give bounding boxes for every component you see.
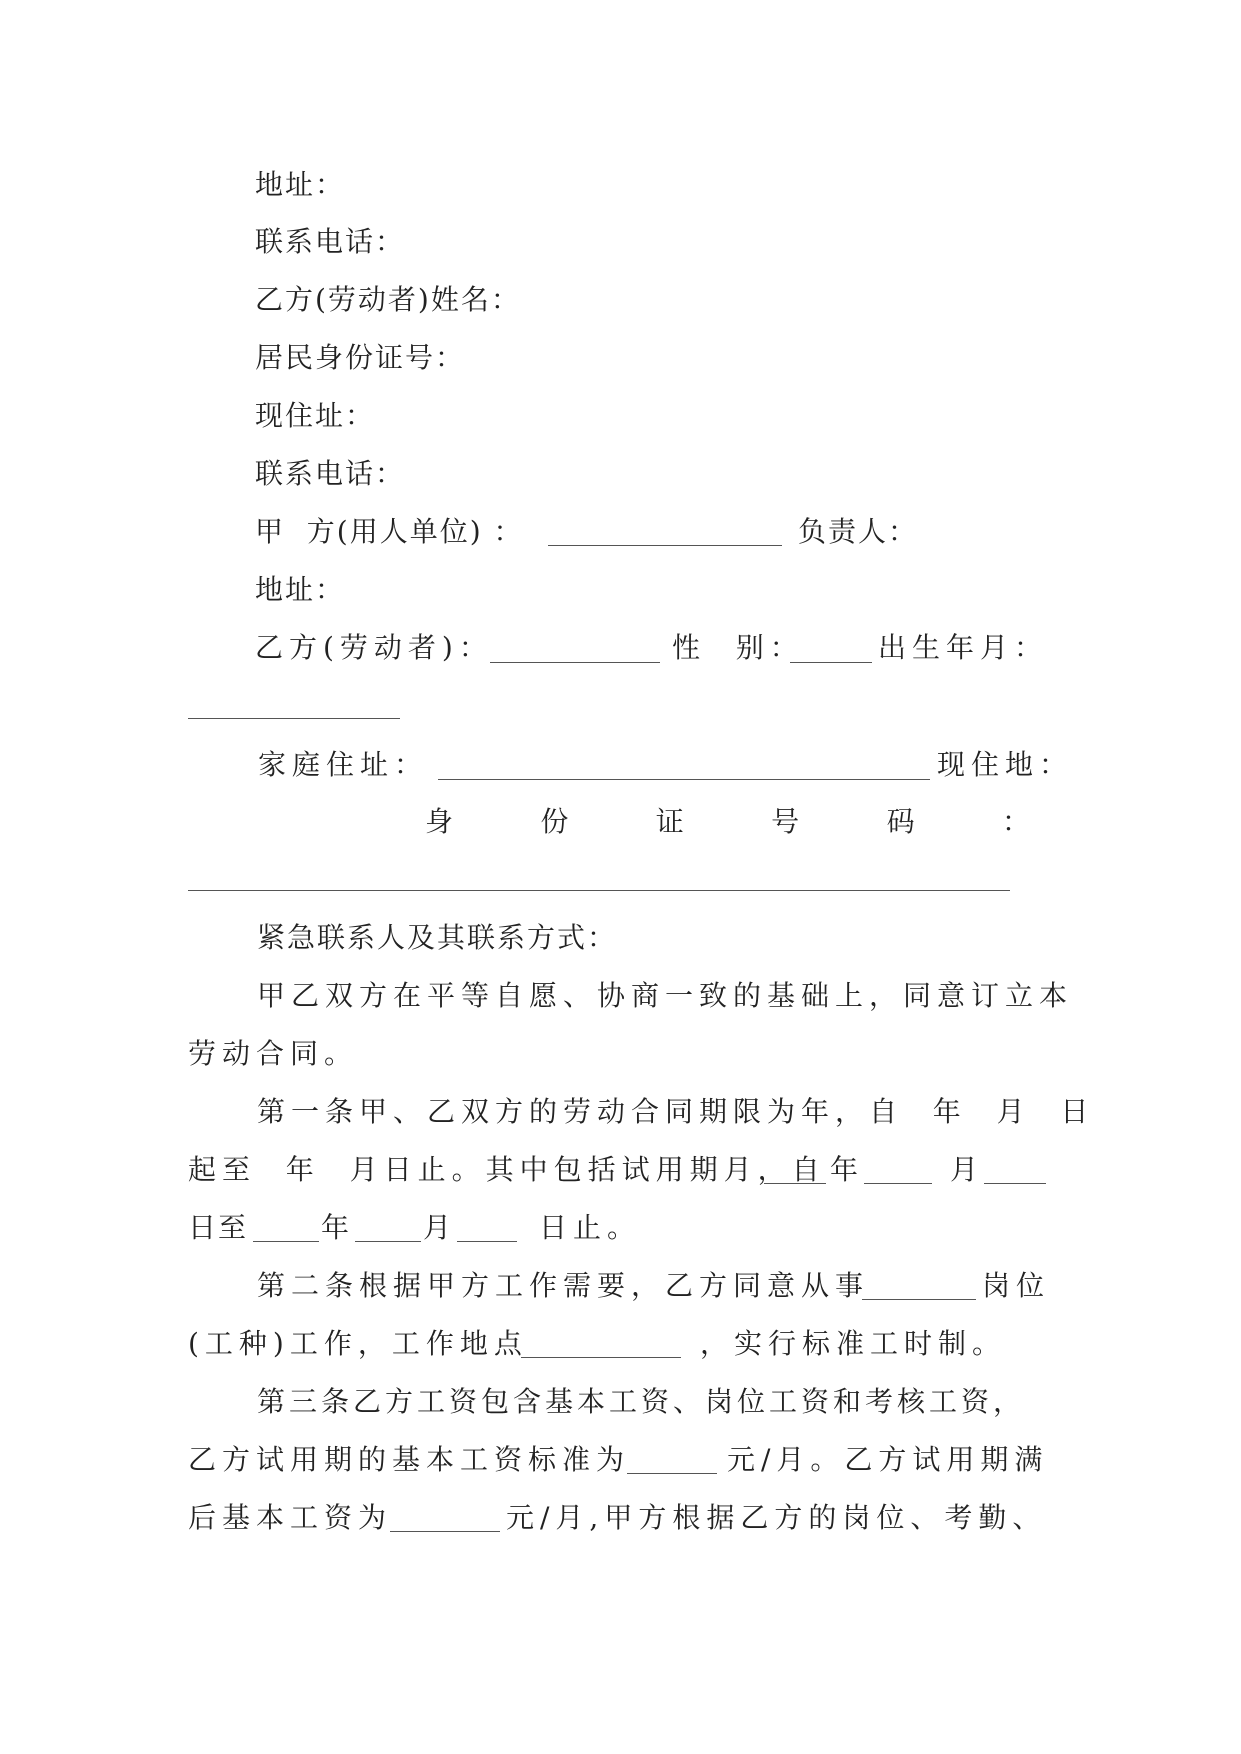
- paragraph-intro-line1: 甲乙双方在平等自愿、协商一致的基础上，同意订立本: [257, 979, 1074, 1012]
- phone-label: 联系电话：: [255, 225, 406, 258]
- residence-label: 现住地：: [937, 748, 1074, 781]
- regular-salary-blank: [390, 1531, 500, 1532]
- birth-date-blank: [188, 718, 400, 719]
- article-2-line2-text: (工种)工作，工作地点: [188, 1327, 528, 1360]
- article-1-line3-text: 日至: [188, 1211, 249, 1244]
- article-1-line2-text: 起至 年 月日止。其中包括试用期月，自: [188, 1153, 826, 1186]
- end-text: 日止。: [539, 1211, 642, 1244]
- address-label: 地址：: [255, 168, 346, 201]
- probation-salary-unit: 元/月。乙方试用期满: [727, 1443, 1049, 1476]
- probation-start-year-blank: [764, 1183, 826, 1184]
- year-text: 年: [830, 1153, 861, 1186]
- probation-start-month-blank: [864, 1183, 932, 1184]
- birth-date-label: 出生年月：: [878, 631, 1049, 664]
- gender-blank: [790, 662, 872, 663]
- article-3-line2-text: 乙方试用期的基本工资标准为: [188, 1443, 631, 1476]
- gender-label: 性 别：: [672, 631, 804, 664]
- position-blank: [862, 1299, 976, 1300]
- party-a-blank: [548, 545, 782, 546]
- party-b-name-label: 乙方(劳动者)姓名：: [255, 283, 521, 316]
- article-3-line3-text: 后基本工资为: [188, 1501, 393, 1534]
- id-number-blank: [188, 890, 1010, 891]
- responsible-person-label: 负责人：: [798, 515, 919, 548]
- phone-label-2: 联系电话：: [255, 457, 406, 490]
- article-3-line1: 第三条乙方工资包含基本工资、岗位工资和考核工资，: [257, 1385, 1026, 1418]
- id-char: 份: [540, 805, 569, 838]
- probation-start-day-blank: [984, 1183, 1046, 1184]
- id-char: 号: [771, 805, 800, 838]
- id-char: 码: [886, 805, 915, 838]
- id-char: 证: [655, 805, 684, 838]
- year-text-2: 年: [321, 1211, 352, 1244]
- resident-id-label: 居民身份证号：: [255, 341, 466, 374]
- position-text: 岗位: [982, 1269, 1051, 1302]
- id-number-label: [425, 802, 1030, 842]
- emergency-contact-label: 紧急联系人及其联系方式：: [257, 921, 618, 954]
- article-1-line1: 第一条甲、乙双方的劳动合同期限为年，自 年 月 日: [257, 1095, 1095, 1128]
- month-text-2: 月: [423, 1211, 454, 1244]
- regular-salary-unit: 元/月,甲方根据乙方的岗位、考勤、: [506, 1501, 1047, 1534]
- home-address-blank: [438, 779, 930, 780]
- id-char: 身: [425, 805, 454, 838]
- party-a-label: 甲 方(用人单位) ：: [255, 515, 524, 548]
- probation-end-day-blank: [457, 1241, 517, 1242]
- work-location-blank: [521, 1357, 681, 1358]
- month-text: 月: [950, 1153, 981, 1186]
- address-label-2: 地址：: [255, 573, 346, 606]
- id-char: ：: [1001, 805, 1030, 838]
- standard-hours-text: ，实行标准工时制。: [700, 1327, 1007, 1360]
- current-address-label: 现住址：: [255, 399, 376, 432]
- party-b-label: 乙方(劳动者)：: [255, 631, 493, 664]
- probation-end-month-blank: [355, 1241, 421, 1242]
- party-b-blank: [490, 662, 660, 663]
- probation-end-year-blank: [253, 1241, 319, 1242]
- article-2-line1-text: 第二条根据甲方工作需要，乙方同意从事: [257, 1269, 870, 1302]
- home-address-label: 家庭住址：: [258, 748, 429, 781]
- probation-salary-blank: [627, 1473, 717, 1474]
- paragraph-intro-line2: 劳动合同。: [188, 1037, 359, 1070]
